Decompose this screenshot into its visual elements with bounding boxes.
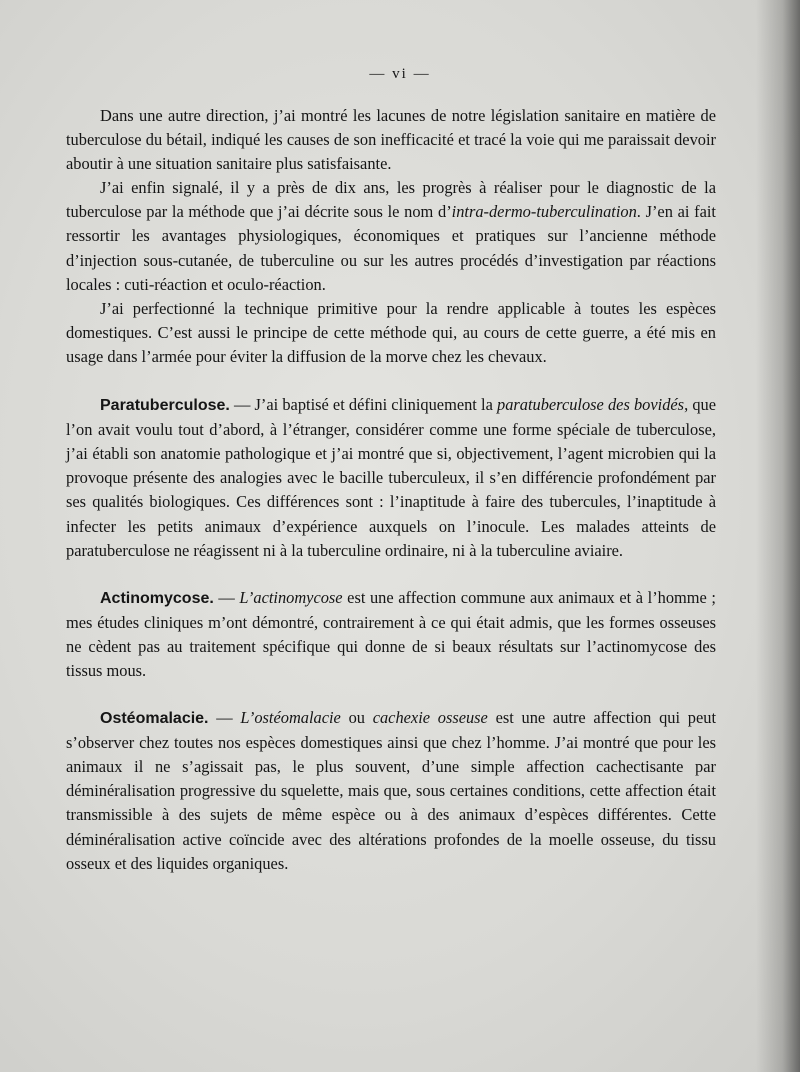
section-heading: Ostéomalacie. (100, 710, 209, 728)
section-text: est une autre affection qui peut s’observer chez toutes nos espèces domestiques ainsi que chez l’homme. J’ai montré que pour les animaux il ne s’agissait pas, le plus souvent, d’une simple affection cachectisante par déminéralisation progressive du squelette, mais que, sous certaines conditions, cette affection était transmissible à des sujets de même espèce ou à des animaux d’espèces différentes. Cette déminéralisation active coïncide avec des altérations profondes de la moelle osseuse, du tissu osseux et des liquides organiques. (66, 708, 717, 873)
paragraph-technique: J’ai perfectionné la technique primitive pour la rendre applicable à toutes les espèces domestiques. C’est aussi le principe de cette méthode qui, au cours de cette guerre, a été mis en usage dans l’armée pour éviter la diffusion de la morve chez les chevaux. (66, 298, 716, 366)
section-text: — J’ai baptisé et défini cliniquement la (229, 395, 497, 415)
section-heading: Actinomycose. (100, 589, 214, 607)
page-number: — vi — (369, 66, 431, 82)
paragraph-legislation: Dans une autre direction, j’ai montré les lacunes de notre législation sanitaire en matière de tuberculose du bétail, indiqué les causes de son inefficacité et tracé la voie qui me paraissait devoir aboutir à une situation sanitaire plus satisfaisante. (66, 106, 716, 174)
italic-term: L’actinomycose (239, 587, 343, 607)
section-text: — (208, 708, 241, 728)
paragraph-text: . J’en ai fait ressortir les avantages physiologiques, économiques et pratiques sur l’ancienne méthode d’injection sous-cutanée, de tuberculine ou sur les autres procédés d’investigation par réactions locales : cuti-réaction et oculo-réaction. (66, 202, 716, 294)
section-text: , que l’on avait voulu tout d’abord, à l’étranger, considérer comme une forme spéciale de tuberculose, j’ai établi son anatomie pathologique et j’ai montré que si, objectivement, l’agent microbien qui la provoque présente des analogies avec le bacille tuberculeux, il s’en différencie profondément par ses qualités biologiques. Ces différences sont : l’inaptitude à faire des tubercules, l’inaptitude à infecter les petits animaux d’expérience auxquels on l’inocule. Les malades atteints de paratuberculose ne réagissent ni à la tuberculine ordinaire, ni à la tuberculine aviaire. (66, 395, 716, 560)
italic-term: intra-dermo-tuberculination (451, 202, 637, 222)
italic-term: L’ostéomalacie (240, 708, 341, 728)
section-heading: Paratuberculose. (100, 397, 230, 415)
body-text (66, 104, 716, 876)
page-edge-shadow (756, 0, 800, 1072)
italic-term: paratuberculose des bovidés (497, 395, 685, 415)
section-actinomycose (66, 586, 716, 683)
section-text: est une affection commune aux animaux et à l’homme ; mes études cliniques m’ont démontré, contrairement à ce qui était admis, que les formes osseuses ne cèdent pas au traitement spécifique qui donne de si beaux résultats sur l’actinomycose des tissus mous. (66, 587, 716, 680)
paragraph-text: J’ai enfin signalé, il y a près de dix ans, les progrès à réaliser pour le diagnostic de la tuberculose par la méthode que j’ai décrite sous le nom d’ (66, 178, 716, 222)
paragraph-intradermo (66, 176, 716, 296)
section-text: — (213, 587, 240, 607)
italic-term: cachexie osseuse (372, 708, 488, 728)
section-paratuberculose (66, 393, 716, 563)
section-text: ou (340, 708, 373, 728)
section-osteomalacie (66, 706, 716, 876)
